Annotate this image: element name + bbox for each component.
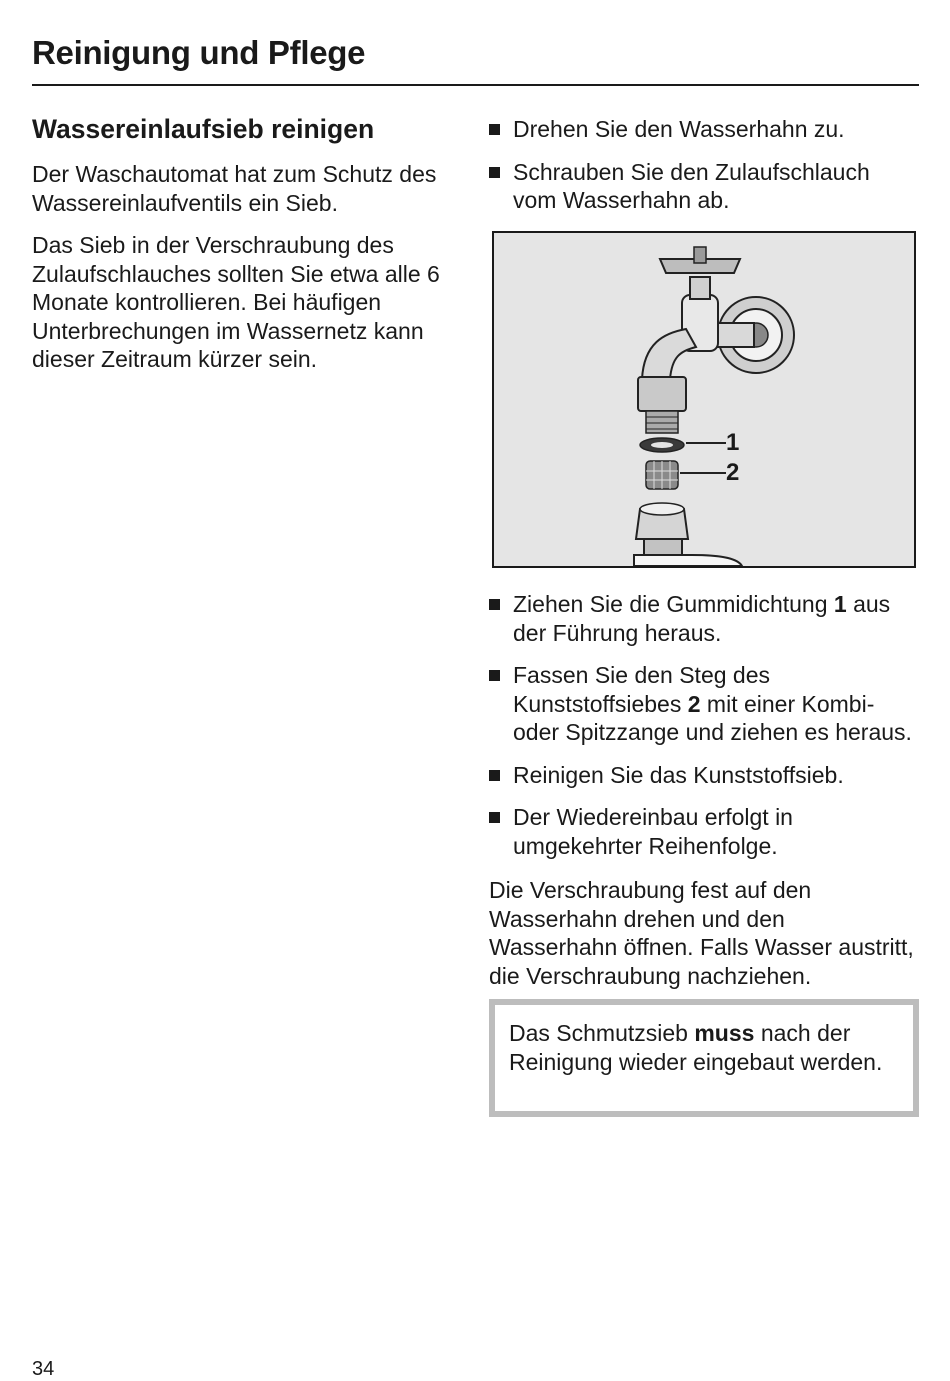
faucet-stem (714, 323, 754, 347)
note-box (489, 999, 919, 1117)
step-ref-bold: 1 (833, 591, 847, 617)
spout-nut (638, 377, 686, 411)
step-item (489, 158, 919, 215)
hose-coupling (636, 503, 688, 555)
note-text-post: nach der Reinigung wieder eingebaut werden. (509, 1020, 883, 1075)
section-heading: Wassereinlaufsieb reinigen (32, 114, 375, 144)
step-item (489, 803, 919, 860)
title-divider (32, 84, 919, 86)
step-item (489, 661, 919, 747)
figure-label-2: 2 (726, 459, 740, 486)
left-column (32, 112, 462, 388)
square-bullet-icon (489, 599, 500, 610)
steps-list-top (489, 115, 919, 215)
handle-knob (694, 247, 706, 263)
square-bullet-icon (489, 670, 500, 681)
step-item (489, 115, 919, 144)
rubber-seal-hole (651, 442, 673, 448)
page-number: 34 (32, 1358, 55, 1380)
step-text-pre: Fassen Sie den Steg des Kunststoffsiebes (513, 662, 770, 717)
right-column-steps (489, 590, 919, 874)
note-emphasis: muss (694, 1020, 755, 1046)
square-bullet-icon (489, 770, 500, 781)
faucet-spout (642, 329, 696, 379)
page-title: Reinigung und Pflege (32, 34, 366, 71)
step-text-post: mit einer Kombi- oder Spitzzange und ziehen es heraus. (513, 690, 912, 745)
step-text-post: aus der Führung heraus. (513, 591, 891, 646)
inspection-paragraph: Das Sieb in der Verschraubung des Zulaufschlauches sollten Sie etwa alle 6 Monate kontrollieren. Bei häufigen Unterbrechungen im Wassernetz kann dieser Zeitraum kürzer sein. (32, 232, 440, 372)
note-text-pre: Das Schmutzsieb (509, 1020, 695, 1046)
step-item (489, 590, 919, 647)
inlet-hose (634, 555, 742, 566)
faucet-drawing (494, 233, 914, 566)
step-item (489, 761, 919, 790)
spout-thread (646, 411, 678, 433)
step-text: Reinigen Sie das Kunststoffsieb. (513, 761, 844, 788)
square-bullet-icon (489, 812, 500, 823)
steps-list-bottom (489, 590, 919, 860)
step-text: Der Wiedereinbau erfolgt in umgekehrter Reihenfolge. (513, 804, 793, 859)
figure-label-1: 1 (726, 429, 740, 456)
step-text-pre: Ziehen Sie die Gummidichtung (513, 591, 834, 617)
plastic-sieve (646, 461, 678, 489)
step-ref-bold: 2 (687, 690, 701, 717)
faucet-illustration (492, 231, 916, 568)
square-bullet-icon (489, 124, 500, 135)
step-text: Schrauben Sie den Zulaufschlauch vom Wasserhahn ab. (513, 158, 870, 213)
intro-paragraph: Der Waschautomat hat zum Schutz des Wassereinlaufventils ein Sieb. (32, 161, 437, 216)
square-bullet-icon (489, 167, 500, 178)
step-text: Drehen Sie den Wasserhahn zu. (513, 116, 845, 142)
closing-paragraph: Die Verschraubung fest auf den Wasserhahn drehen und den Wasserhahn öffnen. Falls Wasser austritt, die Verschraubung nachziehen. (489, 877, 914, 989)
right-column-top (489, 115, 919, 229)
